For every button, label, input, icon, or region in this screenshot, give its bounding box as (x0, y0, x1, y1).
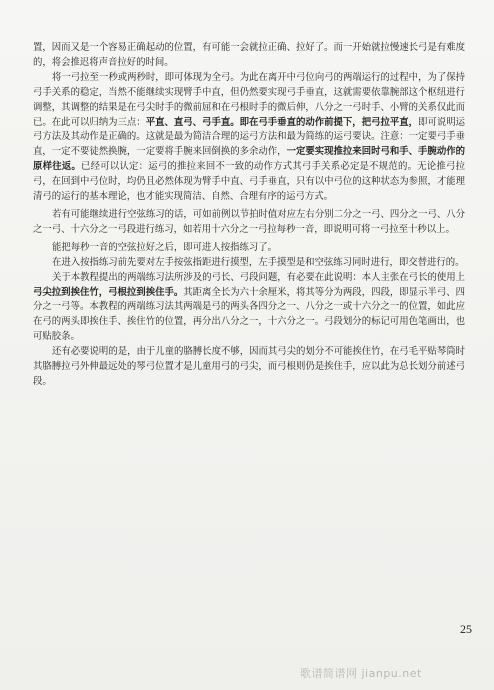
bold-text: 一定要实现推拉来回时弓和手、手腕动作的原样往返。 (33, 146, 465, 173)
text-run: 还有必要说明的是，由于儿童的胳膊长度不够，因而其弓尖的划分不可能挨住竹，在弓毛平贴琴筒时其胳膊拉弓外伸最远处的琴弓位置才是儿童用弓的弓尖，而弓根则仍是挨住手，应以此为总长划分前述弓段。 (33, 346, 465, 387)
paragraph (33, 256, 465, 271)
watermark: 歌谱简谱网 jianpu.net (300, 667, 422, 680)
text-run: 若有可能继续进行空弦练习的话，可如前例以节拍时值对应左右分别二分之一弓、四分之一弓、八分之一弓、十六分之一弓段进行练习，如若用十六分之一弓拉每秒一音，即说明可将一弓拉至十秒以上。 (33, 208, 465, 235)
text-run: 置，因而又是一个容易正确起动的位置，有可能一会就拉正确、拉好了。而一开始就拉慢速长弓是有难度的，将会推迟将声音拉好的时间。 (33, 42, 465, 68)
text-run: 将一弓拉至一秒或两秒时，即可体现为全弓。为此在离开中弓位向弓的两端运行的过程中，为了保持弓手关系的稳定，当然不能继续实现臂手中直，但仍然要实现弓手垂直，这就需要依靠腕部这个枢纽进行调整，其调整的结果是在弓尖时手的微前屈和在弓根时手的微后伸，八分之一弓时手、小臂的关系仅此而已。在此可以归纳为三点： (33, 71, 465, 128)
paragraph (33, 241, 465, 256)
paragraph (33, 271, 465, 346)
text-run: 在进入按指练习前先要对左手按弦指距进行摸型，左手摸型是和空弦练习同时进行，即交替进行的。 (52, 256, 465, 268)
bold-text: 弓尖拉到挨住竹，弓根拉到挨住手。 (33, 286, 184, 298)
text-run: 即可说明运弓方法及其动作是正确的。这就是最为简洁合理的运弓方法和最为简练的运弓要诀。注意：一定要弓手垂直，一定不要徒然换腕，一定要将手腕来回倒换的多余动作， (33, 116, 465, 158)
text-run: 其距离全长为六十余厘米，将其等分为两段，四段，即显示半弓、四分之一弓等。本教程的两端练习法其两端是弓的两头各四分之一、八分之一或十六分之一的位置，如此应在弓的两头即挨住手、挨住竹的位置，再分出八分之一，十六分之一。弓段划分的标记可用色笔画出，也可贴胶条。 (33, 286, 465, 343)
text-run: 关于本教程提出的两端练习法所涉及的弓长、弓段问题，有必要在此说明：本人主张在弓长的使用上 (52, 271, 465, 283)
paragraph (33, 208, 465, 238)
paragraph (33, 41, 465, 71)
body-text (33, 41, 465, 390)
paragraph (33, 345, 465, 390)
text-run: 已经可以认定：运弓的推拉来回不一致的动作方式其弓手关系必定是不规范的。无论推弓拉弓，在回到中弓位时，均仍且必然体现为臂手中直、弓手垂直，只有以中弓位的这种状态为参照，才能理清弓的运行的基本理论，也才能实现简洁、自然、合理有序的运弓方式。 (33, 161, 465, 203)
text-run: 能把每秒一音的空弦拉好之后，即可进人按指练习了。 (52, 241, 278, 253)
paragraph (33, 71, 465, 205)
page-number: 25 (460, 622, 472, 636)
bold-text: 平直、直弓、弓手直。即在弓手垂直的动作前提下，把弓拉平直， (145, 116, 419, 128)
